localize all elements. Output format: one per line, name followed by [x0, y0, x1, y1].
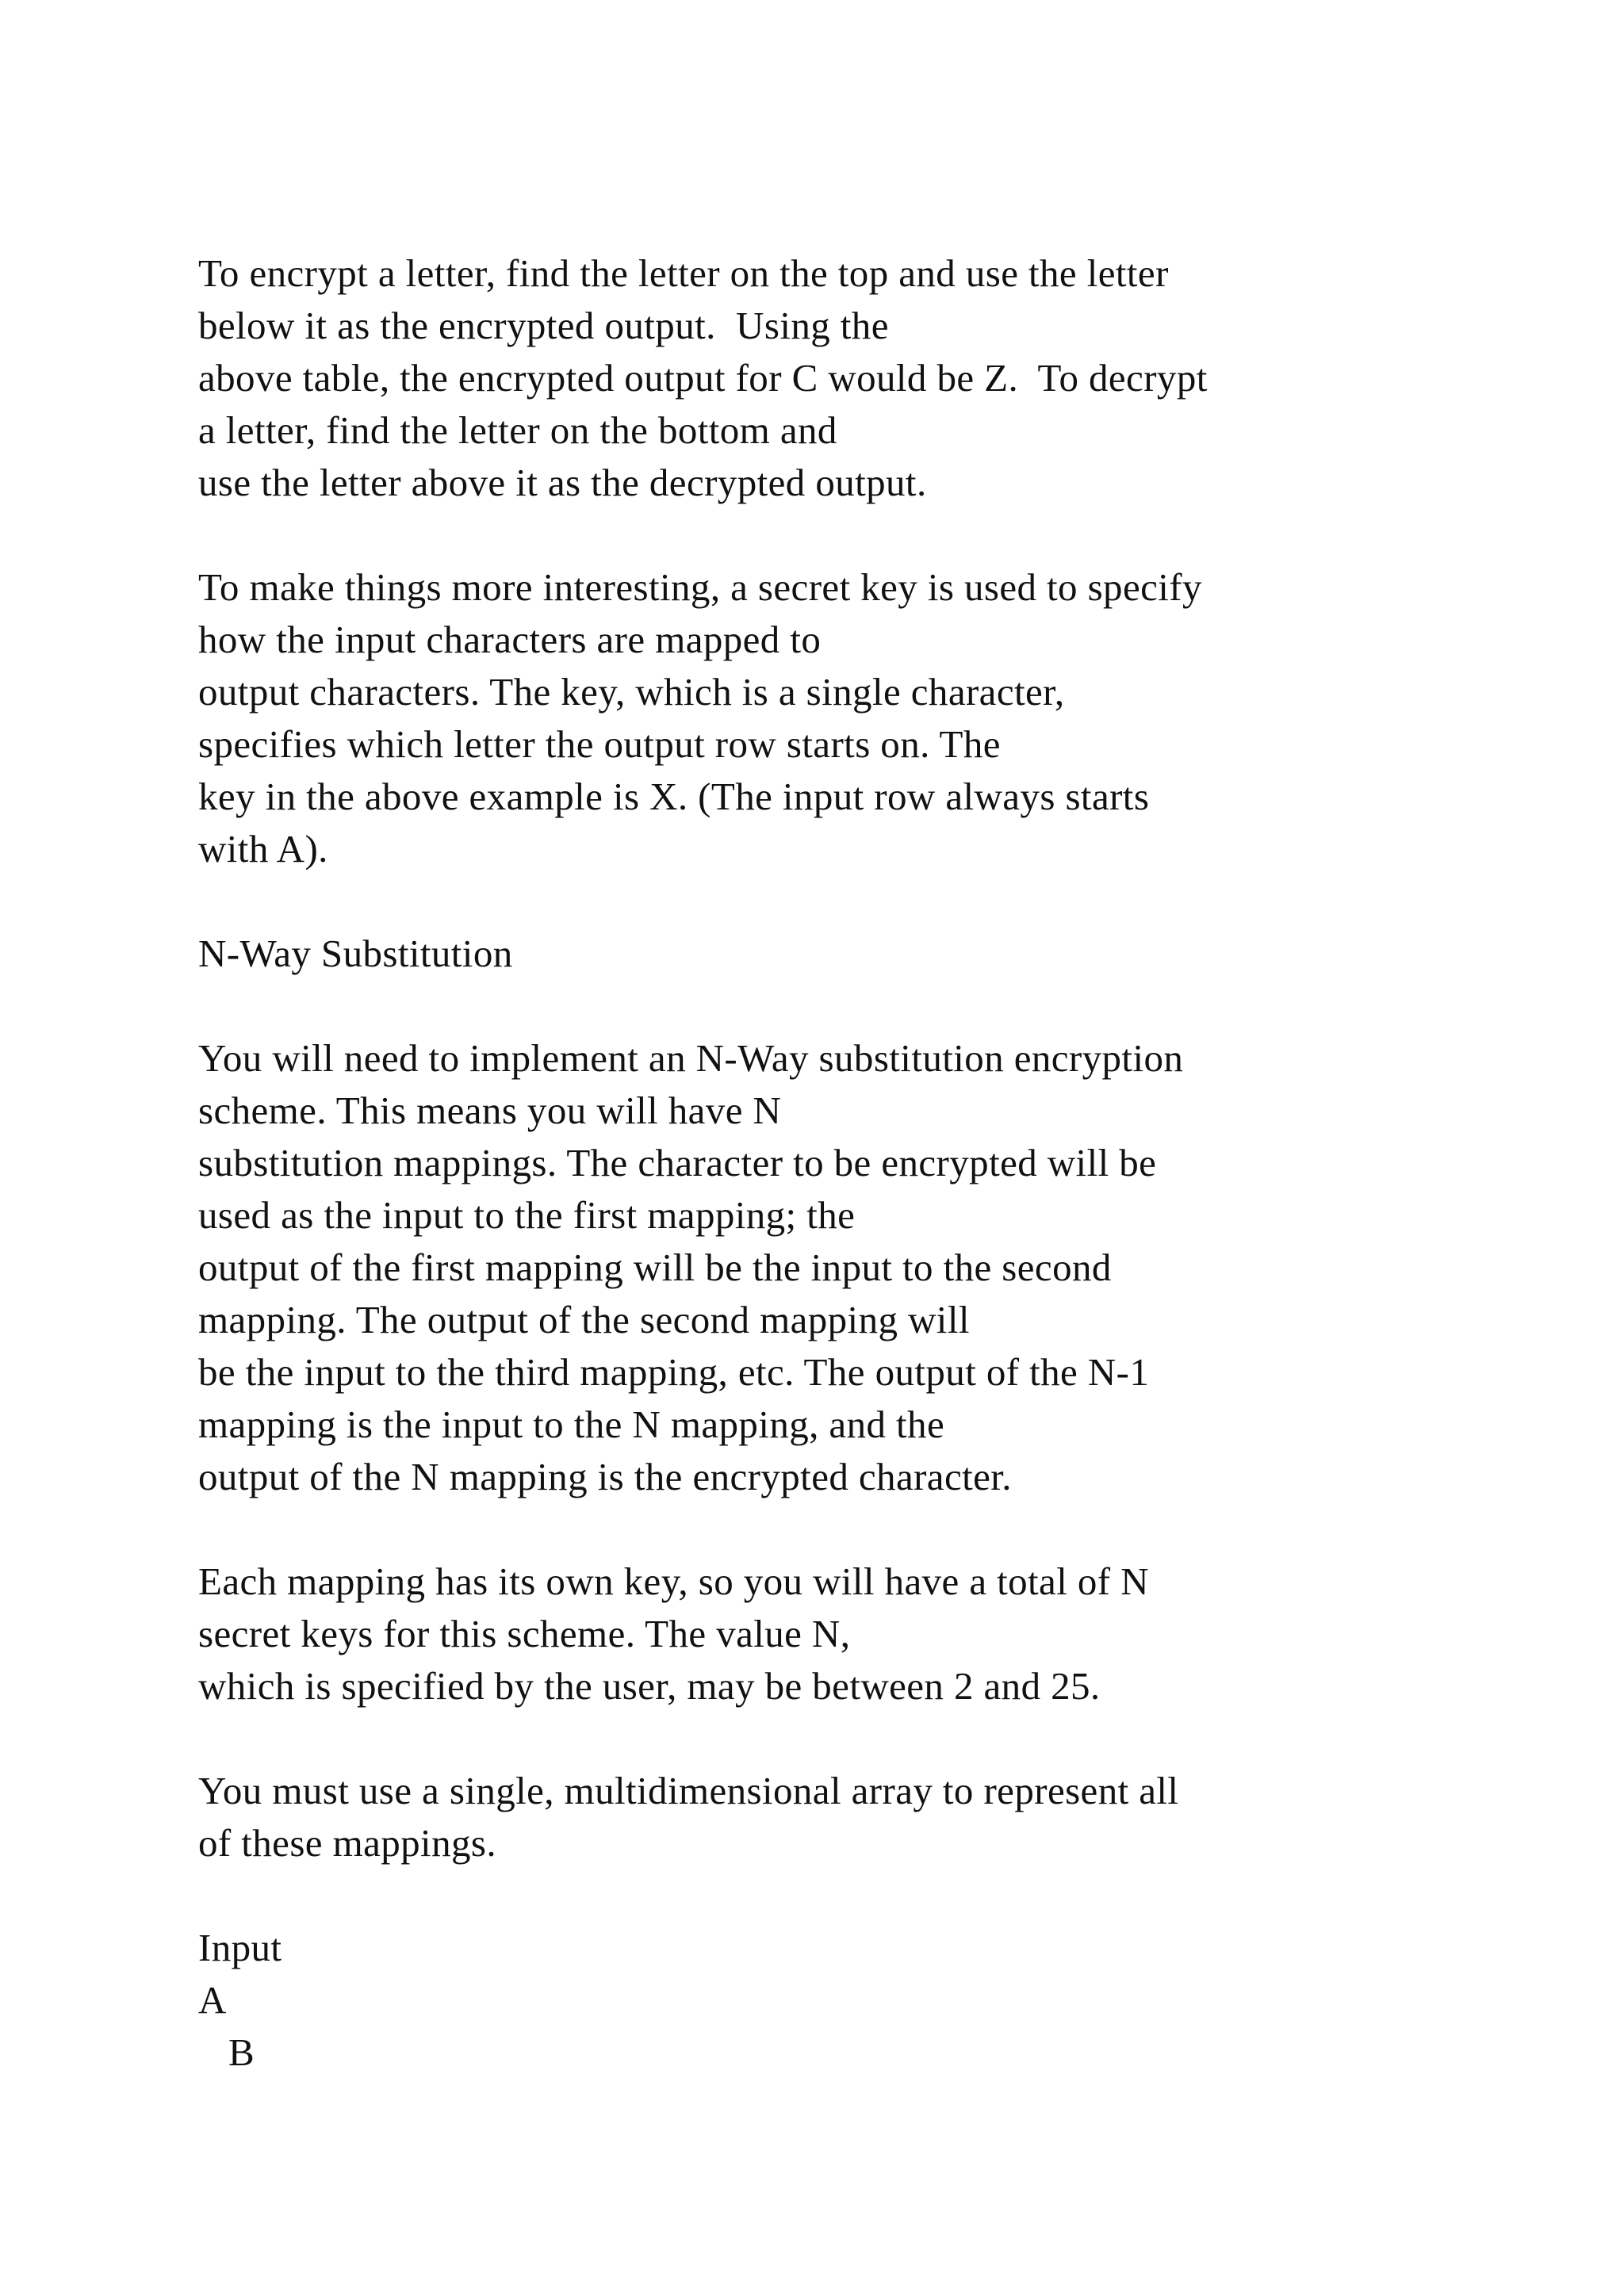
text-line: Each mapping has its own key, so you will have a total of N: [198, 1559, 1149, 1603]
text-line: above table, the encrypted output for C would be Z. To decrypt: [198, 356, 1208, 400]
document-body: [198, 247, 1546, 2079]
text-line: specifies which letter the output row starts on. The: [198, 722, 1001, 766]
text-line: key in the above example is X. (The input row always starts: [198, 775, 1150, 818]
text-line: with A).: [198, 827, 328, 871]
text-line: how the input characters are mapped to: [198, 618, 822, 661]
paragraph-gap: [198, 1503, 1546, 1556]
text-line: You must use a single, multidimensional array to represent all: [198, 1769, 1179, 1812]
text-line: You will need to implement an N-Way substitution encryption: [198, 1036, 1184, 1080]
text-line: used as the input to the first mapping; the: [198, 1193, 856, 1237]
text-line: To encrypt a letter, find the letter on the top and use the letter: [198, 251, 1169, 295]
text-line: substitution mappings. The character to be encrypted will be: [198, 1141, 1157, 1184]
paragraph-array: [198, 1765, 1546, 1869]
paragraph-gap: [198, 980, 1546, 1032]
paragraph-keys: [198, 1556, 1546, 1712]
text-line: secret keys for this scheme. The value N,: [198, 1612, 851, 1655]
text-line: below it as the encrypted output. Using the: [198, 304, 889, 347]
text-line: mapping is the input to the N mapping, and the: [198, 1402, 945, 1446]
text-line: which is specified by the user, may be between 2 and 25.: [198, 1664, 1101, 1708]
table-cell: B: [198, 2030, 255, 2074]
paragraph-n-way: [198, 1032, 1546, 1503]
table-row-label: Input: [198, 1926, 282, 1969]
paragraph-secret-key: [198, 561, 1546, 875]
paragraph-gap: [198, 875, 1546, 928]
text-line: output characters. The key, which is a single character,: [198, 670, 1065, 714]
paragraph-gap: [198, 1712, 1546, 1765]
text-line: use the letter above it as the decrypted output.: [198, 461, 927, 504]
section-heading: N-Way Substitution: [198, 932, 513, 975]
table-cell: A: [198, 1978, 227, 2022]
text-line: To make things more interesting, a secret key is used to specify: [198, 565, 1202, 609]
text-line: scheme. This means you will have N: [198, 1089, 782, 1132]
text-line: output of the N mapping is the encrypted character.: [198, 1455, 1012, 1498]
text-line: output of the first mapping will be the input to the second: [198, 1246, 1112, 1289]
text-line: a letter, find the letter on the bottom and: [198, 408, 837, 452]
text-line: mapping. The output of the second mapping will: [198, 1298, 970, 1341]
paragraph-gap: [198, 509, 1546, 561]
table-fragment: [198, 1922, 1546, 2079]
text-line: be the input to the third mapping, etc. The output of the N-1: [198, 1350, 1150, 1394]
paragraph-gap: [198, 1869, 1546, 1922]
paragraph-encrypt-decrypt: [198, 247, 1546, 509]
text-line: of these mappings.: [198, 1821, 496, 1865]
